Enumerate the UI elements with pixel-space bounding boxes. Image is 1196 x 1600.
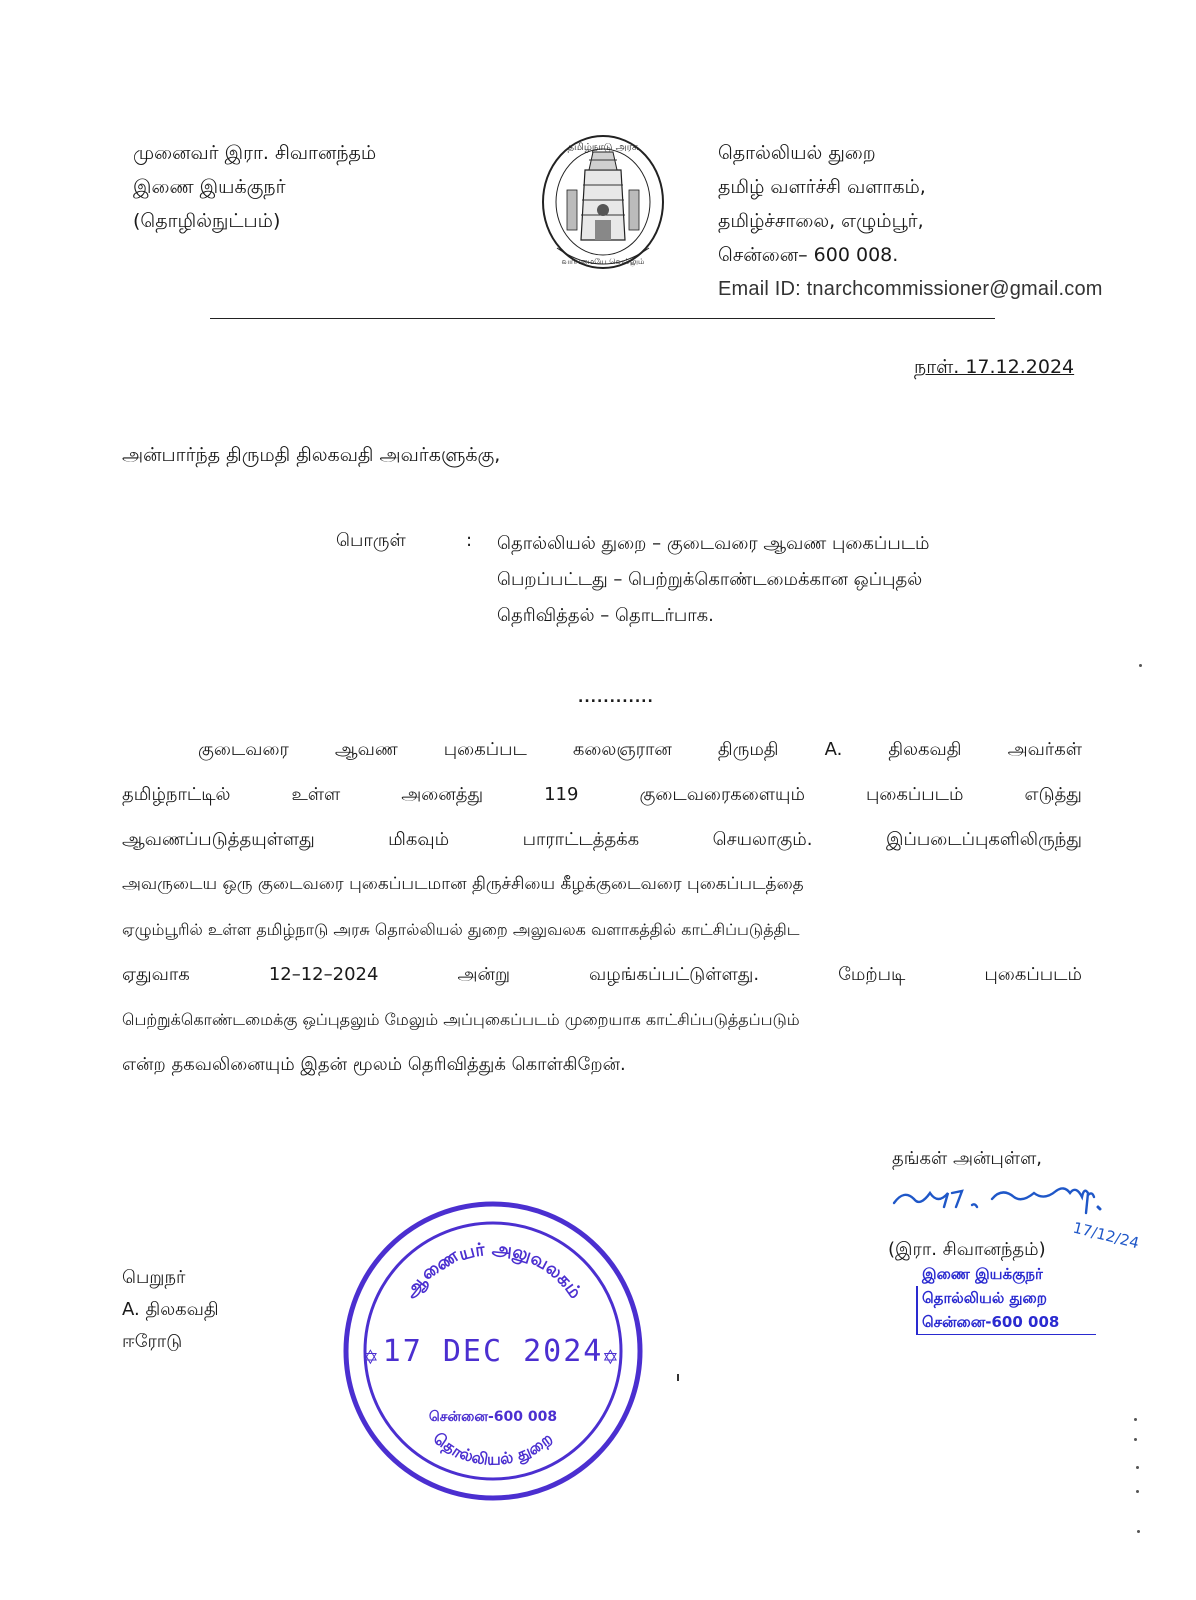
- letter-date: நாள். 17.12.2024: [914, 356, 1075, 378]
- tamilnadu-emblem-icon: [537, 130, 669, 278]
- emblem-motto: வாய்மையே வெல்லும்: [561, 257, 645, 266]
- body-line: ஏதுவாக 12–12–2024 அன்று வழங்கப்பட்டுள்ளது. மேற்படி புகைப்படம்: [122, 964, 1082, 985]
- sender-name: முனைவர் இரா. சிவானந்தம்: [133, 142, 377, 164]
- subject-colon: :: [466, 530, 473, 551]
- recipient-place: ஈரோடு: [122, 1331, 183, 1352]
- closing-phrase: தங்கள் அன்புள்ள,: [892, 1148, 1043, 1169]
- recipient-label: பெறுநர்: [122, 1267, 186, 1288]
- office-complex: தமிழ் வளர்ச்சி வளாகம்,: [718, 176, 926, 198]
- office-address-block: [718, 136, 1103, 306]
- scan-speck: [1134, 1438, 1137, 1441]
- subject-label: பொருள்: [336, 530, 406, 551]
- scan-speck: [1139, 664, 1142, 667]
- separator-dots: ............: [578, 690, 654, 706]
- recipient-block: [122, 1262, 219, 1358]
- subject-line: தொல்லியல் துறை – குடைவரை ஆவண புகைப்படம்: [497, 533, 930, 554]
- seal-city: சென்னை-600 008: [428, 1409, 558, 1425]
- seal-top-text: ஆணையர் அலுவலகம்: [400, 1238, 586, 1303]
- body-line: பெற்றுக்கொண்டமைக்கு ஒப்புதலும் மேலும் அப்புகைப்படம் முறையாக காட்சிப்படுத்தப்படும்: [122, 1010, 800, 1029]
- body-line: குடைவரை ஆவண புகைப்பட கலைஞரான திருமதி A. திலகவதி அவர்கள்: [198, 739, 1082, 760]
- subject-text: [497, 526, 1067, 634]
- body-line: ஏழும்பூரில் உள்ள தமிழ்நாடு அரசு தொல்லியல் துறை அலுவலக வளாகத்தில் காட்சிப்படுத்திட: [122, 920, 800, 939]
- svg-text:ஆணையர் அலுவலகம்: [400, 1239, 585, 1303]
- office-email: Email ID: tnarchcommissioner@gmail.com: [718, 278, 1103, 300]
- designation-stamp: [916, 1262, 1096, 1340]
- office-city: சென்னை– 600 008.: [718, 244, 899, 266]
- seal-bottom-text: தொல்லியல் துறை: [429, 1428, 557, 1469]
- recipient-name: A. திலகவதி: [122, 1299, 219, 1320]
- seal-date: 17 DEC 2024: [382, 1334, 604, 1369]
- stamp-designation: இணை இயக்குநர்: [922, 1265, 1043, 1283]
- scan-speck: [1136, 1490, 1139, 1493]
- salutation: அன்பார்ந்த திருமதி திலகவதி அவர்களுக்கு,: [122, 444, 501, 466]
- body-line: தமிழ்நாட்டில் உள்ள அனைத்து 119 குடைவரைகளையும் புகைப்படம் எடுத்து: [122, 784, 1082, 805]
- office-name: தொல்லியல் துறை: [718, 142, 876, 164]
- stamp-city: சென்னை-600 008: [916, 1310, 1096, 1335]
- signature-date: 17/12/24: [1071, 1218, 1141, 1253]
- body-line: என்ற தகவலினையும் இதன் மூலம் தெரிவித்துக் கொள்கிறேன்.: [122, 1054, 626, 1075]
- seal-star-right-icon: ✡: [602, 1345, 619, 1369]
- body-line: ஆவணப்படுத்தயுள்ளது மிகவும் பாராட்டத்தக்க செயலாகும். இப்படைப்புகளிலிருந்து: [122, 829, 1082, 850]
- scan-speck: [1137, 1530, 1140, 1533]
- office-street: தமிழ்ச்சாலை, எழும்பூர்,: [718, 210, 924, 232]
- sender-designation: இணை இயக்குநர்: [133, 176, 286, 198]
- body-line: அவருடைய ஒரு குடைவரை புகைப்படமான திருச்சியை கீழக்குடைவரை புகைப்படத்தை: [122, 874, 804, 894]
- signatory-name: (இரா. சிவானந்தம்): [888, 1239, 1046, 1260]
- emblem-top-text: தமிழ்நாடு அரசு: [567, 142, 639, 153]
- scan-speck: [1134, 1418, 1137, 1421]
- sender-block: [133, 136, 376, 238]
- seal-star-left-icon: ✡: [362, 1345, 379, 1369]
- body-paragraph: [122, 727, 1082, 1087]
- scan-speck: [1136, 1466, 1139, 1469]
- sender-department: (தொழில்நுட்பம்): [133, 210, 281, 232]
- stamp-department: தொல்லியல் துறை: [916, 1286, 1096, 1310]
- svg-text:தொல்லியல் துறை: [429, 1428, 556, 1468]
- scan-mark: [677, 1374, 679, 1381]
- subject-line: பெறப்பட்டது – பெற்றுக்கொண்டமைக்கான ஒப்புதல்: [497, 569, 923, 590]
- subject-line: தெரிவித்தல் – தொடர்பாக.: [497, 605, 714, 626]
- header-divider: [210, 318, 995, 319]
- office-received-seal-icon: [340, 1198, 646, 1504]
